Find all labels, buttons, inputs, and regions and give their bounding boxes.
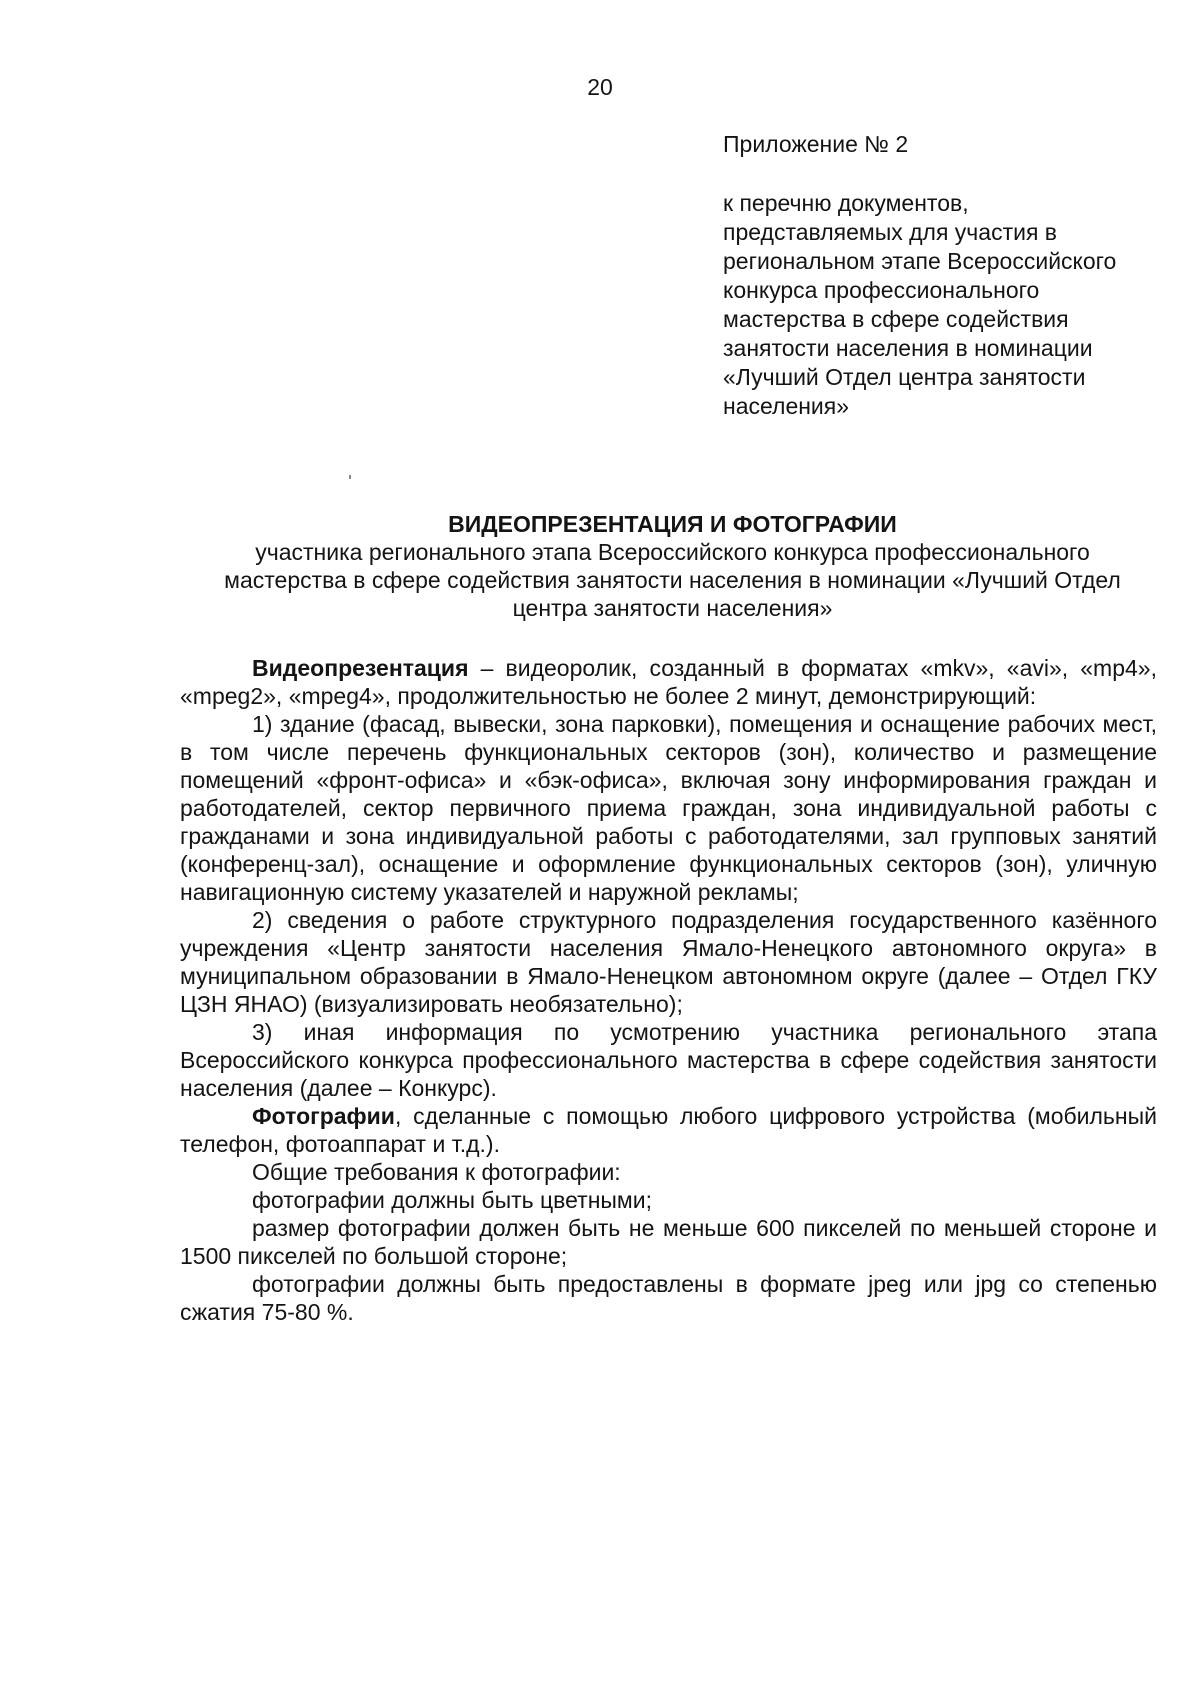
paragraph-item-3: 3) иная информация по усмотрению участника регионального этапа Всероссийского конкурса профессионального мастерства в сфере содействия занятости населения (далее – Конкурс). [180,1019,1157,1101]
paragraph-requirement-2: размер фотографии должен быть не меньше 600 пикселей по меньшей стороне и 1500 пикселей по большой стороне; [180,1215,1157,1269]
appendix-title: Приложение № 2 [723,131,909,157]
document-heading [180,510,1165,622]
appendix-text: к перечню документов, представляемых для участия в региональном этапе Всероссийского конкурса профессионального мастерства в сфере содействия занятости населения в номинации «Лучший Отдел центра занятости населения» [723,190,1117,419]
paragraph-requirements-title: Общие требования к фотографии: [252,1159,621,1185]
video-term: Видеопрезентация [252,655,469,681]
scan-speck [349,475,351,479]
paragraph-video [180,654,1157,710]
paragraph-item-1: 1) здание (фасад, вывески, зона парковки), помещения и оснащение рабочих мест, в том числе перечень функциональных секторов (зон), количество и размещение помещений «фронт-офиса» и «бэк-офиса», включая зону информирования граждан и работодателей, сектор первичного приема граждан, зона индивидуальной работы с гражданами и зона индивидуальной работы с работодателями, зал групповых занятий (конференц-зал), оснащение и оформление функциональных секторов (зон), уличную навигационную систему указателей и наружной рекламы; [180,711,1157,905]
video-definition: – видеоролик, созданный в форматах «mkv», «avi», «mp4», «mpeg2», «mpeg4», продолжительностью не более 2 минут, демонстрирующий: [180,655,1157,709]
paragraph-photos [180,1102,1157,1158]
paragraph-item-2: 2) сведения о работе структурного подразделения государственного казённого учреждения «Центр занятости населения Ямало-Ненецкого автономного округа» в муниципальном образовании в Ямало-Ненецком автономном округе (далее – Отдел ГКУ ЦЗН ЯНАО) (визуализировать необязательно); [180,907,1157,1017]
paragraph-requirement-3: фотографии должны быть предоставлены в формате jpeg или jpg со степенью сжатия 75-80 %. [180,1271,1157,1325]
photo-term: Фотографии [252,1103,395,1129]
photo-definition: , сделанные с помощью любого цифрового устройства (мобильный телефон, фотоаппарат и т.д.). [180,1103,1157,1157]
appendix-block [723,130,1163,421]
document-subtitle: участника регионального этапа Всероссийского конкурса профессионального мастерства в сфере содействия занятости населения в номинации «Лучший Отдел центра занятости населения» [224,539,1121,621]
document-body [180,654,1157,1326]
page-number: 20 [587,74,613,100]
document-title: ВИДЕОПРЕЗЕНТАЦИЯ И ФОТОГРАФИИ [448,511,897,537]
paragraph-requirement-1: фотографии должны быть цветными; [252,1187,652,1213]
